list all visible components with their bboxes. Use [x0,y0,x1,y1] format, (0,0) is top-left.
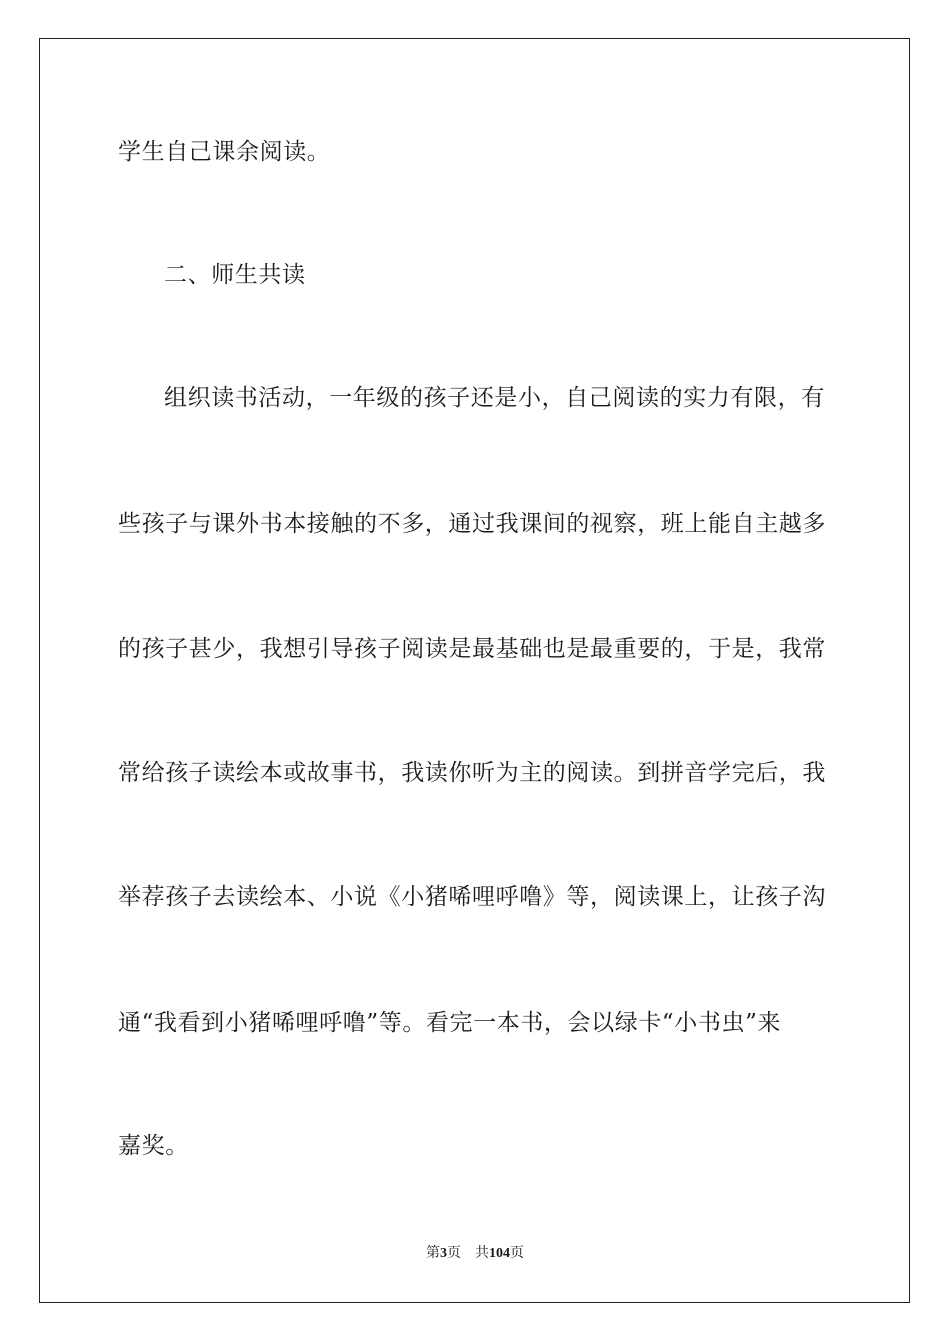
body-line-3: 组织读书活动，一年级的孩子还是小，自己阅读的实力有限，有 [164,385,825,411]
section-heading: 二、师生共读 [164,262,306,288]
total-pages: 104 [489,1246,510,1261]
total-suffix: 页 [510,1246,524,1261]
total-prefix: 共 [475,1246,489,1261]
page-suffix: 页 [447,1246,461,1261]
body-line-7: 举荐孩子去读绘本、小说《小猪唏哩呼噜》等，阅读课上，让孩子沟 [118,884,826,910]
body-line-6: 常给孩子读绘本或故事书，我读你听为主的阅读。到拼音学完后，我 [118,760,826,786]
page-number: 3 [440,1246,447,1261]
page-border [39,38,910,1303]
body-line-8: 通“我看到小猪唏哩呼噜”等。看完一本书，会以绿卡“小书虫”来 [118,1010,782,1036]
body-line-9: 嘉奖。 [118,1133,189,1159]
body-line-4: 些孩子与课外书本接触的不多，通过我课间的视察，班上能自主越多 [118,511,826,537]
body-line-1: 学生自己课余阅读。 [118,139,331,165]
page-prefix: 第 [426,1246,440,1261]
page-footer [0,1245,950,1263]
body-line-5: 的孩子甚少，我想引导孩子阅读是最基础也是最重要的，于是，我常 [118,636,826,662]
